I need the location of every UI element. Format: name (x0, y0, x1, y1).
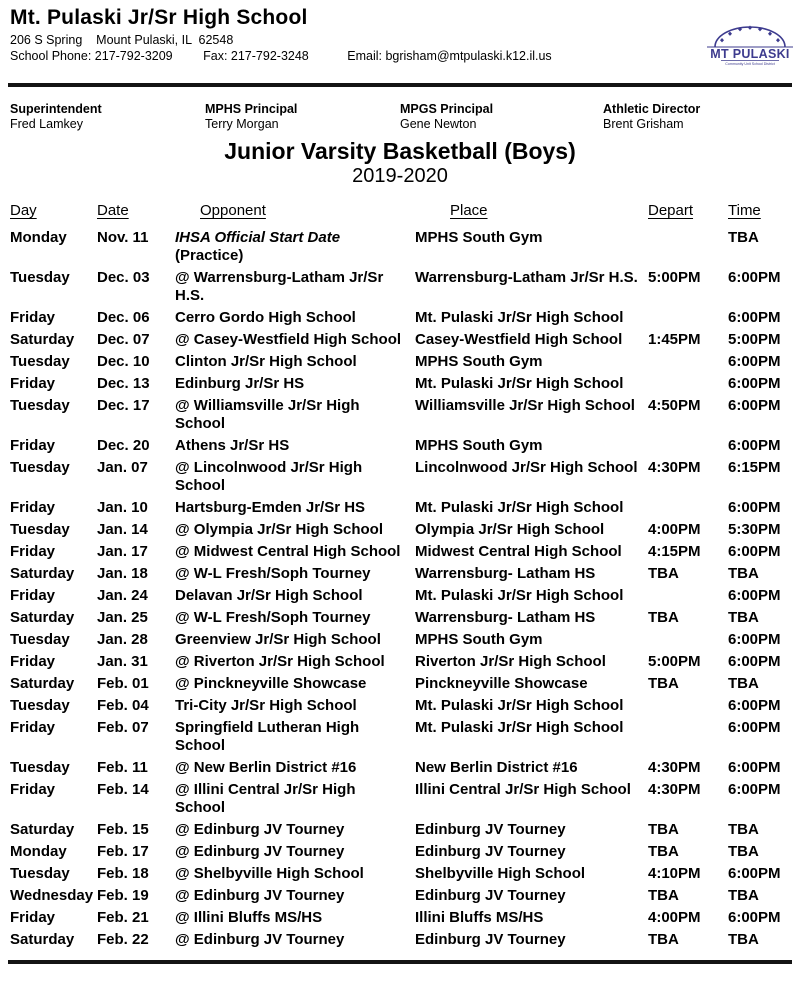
schedule-row (10, 719, 800, 759)
cell-day: Tuesday (10, 697, 70, 714)
schedule-row (10, 865, 800, 887)
cell-place: MPHS South Gym (415, 437, 543, 454)
schedule-table (10, 202, 800, 953)
cell-date: Jan. 28 (97, 631, 148, 648)
cell-depart (648, 631, 728, 653)
cell-opponent: @ Illini Bluffs MS/HS (175, 909, 323, 926)
cell-date: Dec. 07 (97, 331, 150, 348)
cell-opponent: @ Edinburg JV Tourney (175, 821, 345, 838)
cell-opponent: @ Williamsville Jr/Sr High School (175, 397, 360, 432)
cell-depart: TBA (648, 675, 679, 692)
divider-bottom (8, 960, 792, 964)
cell-date: Feb. 19 (97, 887, 149, 904)
cell-opponent: @ Olympia Jr/Sr High School (175, 521, 384, 538)
cell-time: 6:00PM (728, 375, 781, 392)
cell-depart: 4:00PM (648, 909, 701, 926)
cell-date: Jan. 18 (97, 565, 148, 582)
cell-day: Monday (10, 843, 67, 860)
staff-name: Brent Grisham (603, 117, 684, 131)
cell-place: Shelbyville High School (415, 865, 586, 882)
cell-time: 6:00PM (728, 397, 781, 414)
cell-depart (648, 353, 728, 375)
col-header-opponent: Opponent (200, 202, 266, 219)
cell-depart: TBA (648, 609, 679, 626)
schedule-row (10, 653, 800, 675)
cell-time: 6:00PM (728, 865, 781, 882)
contact-line (10, 49, 792, 64)
cell-day: Saturday (10, 675, 75, 692)
schedule-row (10, 229, 800, 269)
cell-time: 6:00PM (728, 781, 781, 798)
cell-opponent: IHSA Official Start Date (Practice) (175, 229, 341, 264)
cell-opponent: @ Shelbyville High School (175, 865, 364, 882)
cell-date: Feb. 04 (97, 697, 149, 714)
cell-day: Saturday (10, 331, 75, 348)
cell-time: 6:00PM (728, 719, 781, 736)
cell-time: 5:00PM (728, 331, 781, 348)
cell-time: 6:00PM (728, 309, 781, 326)
schedule-body (10, 229, 800, 953)
cell-date: Dec. 13 (97, 375, 150, 392)
cell-time: 6:00PM (728, 653, 781, 670)
schedule-row (10, 331, 800, 353)
cell-day: Friday (10, 781, 56, 798)
cell-time: 6:00PM (728, 759, 781, 776)
schedule-row (10, 781, 800, 821)
cell-opponent: @ New Berlin District #16 (175, 759, 357, 776)
cell-place: Casey-Westfield High School (415, 331, 623, 348)
cell-opponent: Tri-City Jr/Sr High School (175, 697, 357, 714)
cell-time: TBA (728, 675, 759, 692)
cell-opponent: Greenview Jr/Sr High School (175, 631, 381, 648)
cell-opponent: @ Edinburg JV Tourney (175, 843, 345, 860)
staff-athletic-director (603, 102, 792, 131)
cell-place: Illini Central Jr/Sr High School (415, 781, 631, 798)
cell-place: Midwest Central High School (415, 543, 622, 560)
cell-day: Tuesday (10, 521, 70, 538)
schedule-row (10, 821, 800, 843)
cell-opponent: @ W-L Fresh/Soph Tourney (175, 565, 371, 582)
schedule-row (10, 269, 800, 309)
cell-depart (648, 229, 728, 269)
cell-time: 6:00PM (728, 587, 781, 604)
cell-day: Friday (10, 587, 56, 604)
cell-day: Saturday (10, 821, 75, 838)
schedule-row (10, 843, 800, 865)
cell-time: 6:00PM (728, 631, 781, 648)
divider-top (8, 83, 792, 87)
cell-depart: 4:00PM (648, 521, 701, 538)
schedule-row (10, 759, 800, 781)
schedule-row (10, 887, 800, 909)
cell-opponent: Delavan Jr/Sr High School (175, 587, 363, 604)
cell-depart: 5:00PM (648, 269, 701, 286)
school-address: 206 S Spring Mount Pulaski, IL 62548 (10, 33, 234, 47)
cell-day: Saturday (10, 609, 75, 626)
cell-depart (648, 437, 728, 459)
cell-day: Friday (10, 909, 56, 926)
cell-place: Illini Bluffs MS/HS (415, 909, 544, 926)
cell-date: Nov. 11 (97, 229, 149, 246)
cell-day: Friday (10, 375, 56, 392)
schedule-row (10, 397, 800, 437)
school-email: Email: bgrisham@mtpulaski.k12.il.us (347, 49, 552, 63)
col-header-date: Date (97, 202, 129, 219)
cell-depart: 4:50PM (648, 397, 701, 414)
schedule-row (10, 375, 800, 397)
cell-place: Mt. Pulaski Jr/Sr High School (415, 309, 624, 326)
cell-place: Warrensburg- Latham HS (415, 609, 596, 626)
staff-name: Terry Morgan (205, 117, 279, 131)
cell-place: MPHS South Gym (415, 229, 543, 246)
cell-opponent: Clinton Jr/Sr High School (175, 353, 357, 370)
cell-day: Tuesday (10, 397, 70, 414)
staff-title: Superintendent (10, 102, 102, 116)
cell-date: Jan. 14 (97, 521, 148, 538)
cell-opponent: @ Lincolnwood Jr/Sr High School (175, 459, 363, 494)
cell-opponent: @ Midwest Central High School (175, 543, 401, 560)
schedule-row (10, 543, 800, 565)
cell-day: Tuesday (10, 865, 70, 882)
cell-time: 6:00PM (728, 269, 781, 286)
cell-time: 6:00PM (728, 353, 781, 370)
cell-date: Jan. 10 (97, 499, 148, 516)
col-header-day: Day (10, 202, 37, 219)
cell-opponent: @ Pinckneyville Showcase (175, 675, 367, 692)
document-page (0, 7, 800, 986)
cell-time: 6:00PM (728, 697, 781, 714)
cell-place: Mt. Pulaski Jr/Sr High School (415, 719, 624, 736)
cell-opponent: @ Edinburg JV Tourney (175, 931, 345, 948)
staff-name: Fred Lamkey (10, 117, 83, 131)
cell-day: Tuesday (10, 631, 70, 648)
stars-icon (720, 26, 780, 43)
cell-opponent: Cerro Gordo High School (175, 309, 356, 326)
school-phone: School Phone: 217-792-3209 (10, 49, 173, 63)
schedule-row (10, 931, 800, 953)
cell-day: Friday (10, 719, 56, 736)
cell-time: TBA (728, 887, 759, 904)
cell-depart: TBA (648, 931, 679, 948)
schedule-row (10, 909, 800, 931)
cell-date: Dec. 17 (97, 397, 150, 414)
cell-time: 6:00PM (728, 437, 781, 454)
school-name: Mt. Pulaski Jr/Sr High School (10, 6, 308, 29)
cell-day: Tuesday (10, 759, 70, 776)
staff-mpgs-principal (400, 102, 603, 131)
cell-date: Jan. 24 (97, 587, 148, 604)
cell-depart (648, 719, 728, 759)
cell-place: New Berlin District #16 (415, 759, 578, 776)
logo-text: MT PULASKI (710, 47, 790, 61)
cell-time: 5:30PM (728, 521, 781, 538)
cell-date: Feb. 15 (97, 821, 149, 838)
cell-depart: 4:30PM (648, 759, 701, 776)
cell-time: TBA (728, 843, 759, 860)
col-header-time: Time (728, 202, 761, 219)
schedule-row (10, 587, 800, 609)
cell-time: TBA (728, 565, 759, 582)
cell-place: Mt. Pulaski Jr/Sr High School (415, 587, 624, 604)
cell-place: Edinburg JV Tourney (415, 821, 566, 838)
cell-date: Jan. 07 (97, 459, 148, 476)
cell-place: Pinckneyville Showcase (415, 675, 588, 692)
cell-place: Riverton Jr/Sr High School (415, 653, 606, 670)
cell-date: Feb. 22 (97, 931, 149, 948)
cell-depart: 4:30PM (648, 781, 701, 798)
schedule-row (10, 675, 800, 697)
cell-depart: TBA (648, 565, 679, 582)
cell-day: Friday (10, 499, 56, 516)
cell-day: Saturday (10, 565, 75, 582)
cell-day: Tuesday (10, 269, 70, 286)
cell-day: Friday (10, 653, 56, 670)
cell-time: TBA (728, 821, 759, 838)
schedule-row (10, 437, 800, 459)
schedule-row (10, 631, 800, 653)
staff-title: MPHS Principal (205, 102, 298, 116)
cell-time: 6:15PM (728, 459, 781, 476)
cell-opponent: @ Warrensburg-Latham Jr/Sr H.S. (175, 269, 384, 304)
cell-day: Friday (10, 437, 56, 454)
cell-depart: 4:30PM (648, 459, 701, 476)
staff-name: Gene Newton (400, 117, 477, 131)
cell-place: Warrensburg- Latham HS (415, 565, 596, 582)
cell-opponent: Springfield Lutheran High School (175, 719, 360, 754)
cell-date: Jan. 17 (97, 543, 148, 560)
cell-depart (648, 499, 728, 521)
cell-time: TBA (728, 931, 759, 948)
cell-date: Dec. 03 (97, 269, 150, 286)
cell-day: Tuesday (10, 459, 70, 476)
cell-place: Mt. Pulaski Jr/Sr High School (415, 499, 624, 516)
schedule-row (10, 309, 800, 331)
cell-place: Williamsville Jr/Sr High School (415, 397, 635, 414)
cell-opponent: @ Edinburg JV Tourney (175, 887, 345, 904)
cell-time: 6:00PM (728, 543, 781, 560)
cell-date: Dec. 06 (97, 309, 150, 326)
schedule-row (10, 353, 800, 375)
schedule-row (10, 521, 800, 543)
cell-depart: TBA (648, 887, 679, 904)
cell-day: Friday (10, 543, 56, 560)
cell-depart: 4:15PM (648, 543, 701, 560)
cell-place: MPHS South Gym (415, 353, 543, 370)
cell-place: Warrensburg-Latham Jr/Sr H.S. (415, 269, 638, 286)
staff-row (10, 102, 792, 131)
col-header-place: Place (450, 202, 488, 219)
cell-depart: TBA (648, 843, 679, 860)
cell-place: Edinburg JV Tourney (415, 931, 566, 948)
cell-depart: 4:10PM (648, 865, 701, 882)
cell-time: 6:00PM (728, 909, 781, 926)
cell-day: Wednesday (10, 887, 94, 904)
cell-date: Jan. 25 (97, 609, 148, 626)
cell-time: TBA (728, 229, 759, 246)
logo-subtext: Community Unit School District (725, 62, 775, 66)
page-title: Junior Varsity Basketball (Boys) (224, 138, 576, 164)
school-fax: Fax: 217-792-3248 (203, 49, 309, 63)
cell-date: Feb. 01 (97, 675, 149, 692)
season: 2019-2020 (352, 165, 448, 187)
schedule-header-row (10, 202, 800, 229)
cell-place: MPHS South Gym (415, 631, 543, 648)
cell-opponent: Edinburg Jr/Sr HS (175, 375, 305, 392)
cell-date: Feb. 17 (97, 843, 149, 860)
col-header-depart: Depart (648, 202, 694, 219)
cell-place: Olympia Jr/Sr High School (415, 521, 605, 538)
cell-depart: TBA (648, 821, 679, 838)
cell-date: Feb. 11 (97, 759, 148, 776)
cell-time: 6:00PM (728, 499, 781, 516)
cell-day: Monday (10, 229, 67, 246)
cell-opponent: @ Illini Central Jr/Sr High School (175, 781, 356, 816)
schedule-row (10, 459, 800, 499)
cell-opponent: Athens Jr/Sr HS (175, 437, 290, 454)
cell-depart (648, 697, 728, 719)
cell-day: Saturday (10, 931, 75, 948)
cell-place: Mt. Pulaski Jr/Sr High School (415, 697, 624, 714)
mt-pulaski-logo-icon (706, 21, 794, 69)
cell-date: Dec. 10 (97, 353, 150, 370)
cell-date: Dec. 20 (97, 437, 150, 454)
cell-depart (648, 375, 728, 397)
cell-time: TBA (728, 609, 759, 626)
schedule-row (10, 565, 800, 587)
cell-depart: 1:45PM (648, 331, 701, 348)
cell-depart (648, 587, 728, 609)
cell-opponent: @ W-L Fresh/Soph Tourney (175, 609, 371, 626)
cell-day: Friday (10, 309, 56, 326)
cell-date: Jan. 31 (97, 653, 148, 670)
staff-title: MPGS Principal (400, 102, 494, 116)
schedule-row (10, 697, 800, 719)
staff-superintendent (10, 102, 205, 131)
cell-opponent: Hartsburg-Emden Jr/Sr HS (175, 499, 366, 516)
cell-date: Feb. 07 (97, 719, 149, 736)
cell-date: Feb. 14 (97, 781, 149, 798)
school-logo (706, 21, 794, 69)
staff-title: Athletic Director (603, 102, 701, 116)
cell-opponent: @ Riverton Jr/Sr High School (175, 653, 385, 670)
cell-opponent: @ Casey-Westfield High School (175, 331, 402, 348)
staff-mphs-principal (205, 102, 400, 131)
cell-day: Tuesday (10, 353, 70, 370)
cell-depart: 5:00PM (648, 653, 701, 670)
cell-place: Edinburg JV Tourney (415, 887, 566, 904)
cell-place: Edinburg JV Tourney (415, 843, 566, 860)
schedule-row (10, 609, 800, 631)
cell-date: Feb. 18 (97, 865, 149, 882)
schedule-row (10, 499, 800, 521)
cell-place: Lincolnwood Jr/Sr High School (415, 459, 638, 476)
cell-place: Mt. Pulaski Jr/Sr High School (415, 375, 624, 392)
cell-depart (648, 309, 728, 331)
cell-date: Feb. 21 (97, 909, 149, 926)
